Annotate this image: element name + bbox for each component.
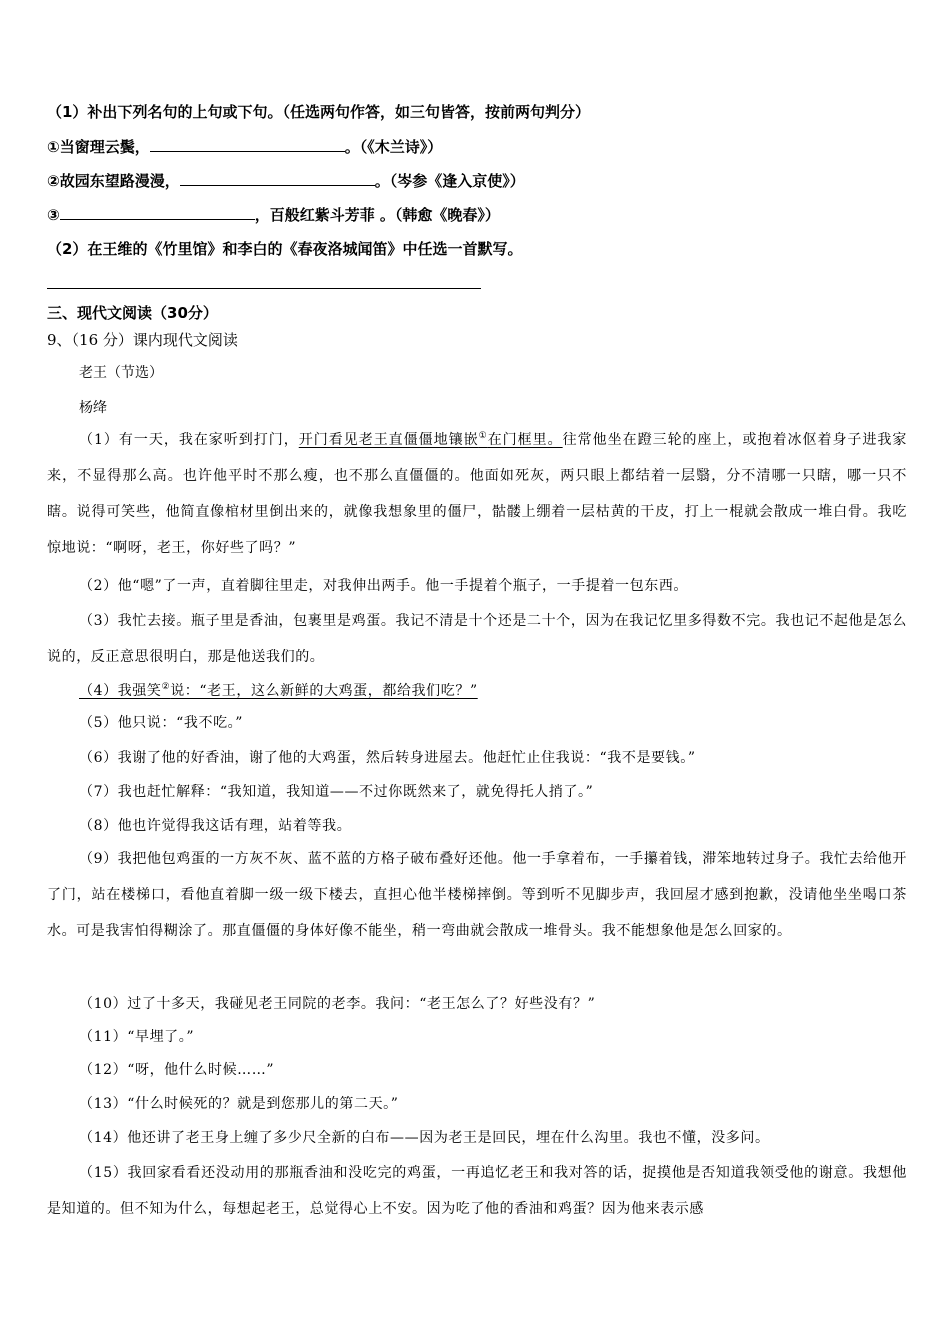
underlined-text: 开门看见老王直僵僵地镶嵌 bbox=[298, 432, 479, 448]
answer-blank[interactable] bbox=[180, 170, 375, 186]
item-prefix: 当窗理云鬓， bbox=[59, 138, 150, 156]
item-marker: ② bbox=[47, 172, 60, 190]
section-title: 三、现代文阅读（30分） bbox=[47, 304, 218, 322]
fill-in-instruction: （1）补出下列名句的上句或下句。（任选两句作答，如三句皆答，按前两句判分） bbox=[47, 103, 590, 121]
paragraph-13: （13）“什么时候死的？就是到您那儿的第二天。” bbox=[79, 1096, 399, 1112]
paragraph-4 bbox=[47, 673, 907, 709]
underlined-text: （4）我强笑 bbox=[79, 683, 162, 699]
paragraph-2: （2）他“嗯”了一声，直着脚往里走，对我伸出两手。他一手提着个瓶子，一手提着一包东西。 bbox=[79, 578, 689, 594]
paragraph-text: 往常他坐在蹬三轮的座上，或抱着冰伛着身子进我家来，不显得那么高。也许他平时不那么瘦，也不那么直僵僵的。他面如死灰，两只眼上都结着一层翳，分不清哪一只瞎，哪一只不瞎。说得可笑些，他简直像棺材里倒出来的，就像我想象里的僵尸，骷髅上绷着一层枯黄的干皮，打上一棍就会散成一堆白骨。我吃惊地说：“啊呀，老王，你好些了吗？” bbox=[47, 432, 908, 556]
answer-line[interactable] bbox=[47, 288, 481, 289]
item-suffix: 。（《木兰诗》） bbox=[344, 138, 443, 156]
passage-author: 杨绛 bbox=[79, 400, 107, 416]
item-suffix: 。（岑参《逢入京使》） bbox=[374, 172, 525, 190]
passage-title: 老王（节选） bbox=[79, 365, 163, 381]
fill-in-item-2 bbox=[47, 170, 525, 191]
paragraph-9: （9）我把他包鸡蛋的一方灰不灰、蓝不蓝的方格子破布叠好还他。他一手拿着布，一手攥着钱，滞笨地转过身子。我忙去给他开了门，站在楼梯口，看他直着脚一级一级下楼去，直担心他半楼梯摔倒。等到听不见脚步声，我回屋才感到抱歉，没请他坐坐喝口茶水。可是我害怕得糊涂了。那直僵僵的身体好像不能坐，稍一弯曲就会散成一堆骨头。我不能想象他是怎么回家的。 bbox=[47, 851, 907, 939]
underlined-sentence bbox=[79, 683, 478, 699]
paragraph-1 bbox=[47, 422, 907, 566]
paragraph-7: （7）我也赶忙解释：“我知道，我知道——不过你既然来了，就免得托人捎了。” bbox=[79, 784, 594, 800]
paragraph-text: （1）有一天，我在家听到打门， bbox=[79, 432, 299, 448]
item-marker: ③ bbox=[47, 206, 60, 224]
fill-in-item-3 bbox=[47, 204, 500, 225]
fill-in-instruction-2: （2）在王维的《竹里馆》和李白的《春夜洛城闻笛》中任选一首默写。 bbox=[47, 240, 523, 258]
item-suffix: ，百般红紫斗芳菲 。（韩愈《晚春》） bbox=[254, 206, 500, 224]
paragraph-6: （6）我谢了他的好香油，谢了他的大鸡蛋，然后转身进屋去。他赶忙止住我说：“我不是要钱。” bbox=[79, 750, 696, 766]
paragraph-11: （11）“早埋了。” bbox=[79, 1029, 195, 1045]
item-marker: ① bbox=[47, 138, 60, 156]
underlined-text: 说：“老王，这么新鲜的大鸡蛋，都给我们吃？” bbox=[170, 683, 478, 699]
paragraph-12: （12）“呀，他什么时候……” bbox=[79, 1062, 275, 1078]
paragraph-15: （15）我回家看看还没动用的那瓶香油和没吃完的鸡蛋，一再追忆老王和我对答的话，捉摸他是否知道我领受他的谢意。我想他是知道的。但不知为什么，每想起老王，总觉得心上不安。因为吃了他的香油和鸡蛋？因为他来表示感 bbox=[47, 1165, 907, 1217]
underlined-sentence bbox=[299, 432, 563, 448]
underlined-text: 在门框里。 bbox=[487, 432, 563, 448]
paragraph-5: （5）他只说：“我不吃。” bbox=[79, 715, 244, 731]
footnote-marker: ① bbox=[478, 431, 488, 441]
fill-in-item-1 bbox=[47, 136, 442, 157]
footnote-marker: ② bbox=[161, 682, 171, 692]
item-prefix: 故园东望路漫漫， bbox=[59, 172, 180, 190]
paragraph-14: （14）他还讲了老王身上缠了多少尺全新的白布——因为老王是回民，埋在什么沟里。我也不懂，没多问。 bbox=[79, 1130, 770, 1146]
answer-blank[interactable] bbox=[150, 136, 345, 152]
question-header: 9、（16 分）课内现代文阅读 bbox=[47, 331, 238, 349]
paragraph-3: （3）我忙去接。瓶子里是香油，包裹里是鸡蛋。我记不清是十个还是二十个，因为在我记忆里多得数不完。我也记不起他是怎么说的，反正意思很明白，那是他送我们的。 bbox=[47, 613, 907, 665]
answer-blank[interactable] bbox=[60, 204, 255, 220]
paragraph-8: （8）他也许觉得我这话有理，站着等我。 bbox=[79, 818, 352, 834]
paragraph-10: （10）过了十多天，我碰见老王同院的老李。我问：“老王怎么了？好些没有？” bbox=[79, 996, 596, 1012]
